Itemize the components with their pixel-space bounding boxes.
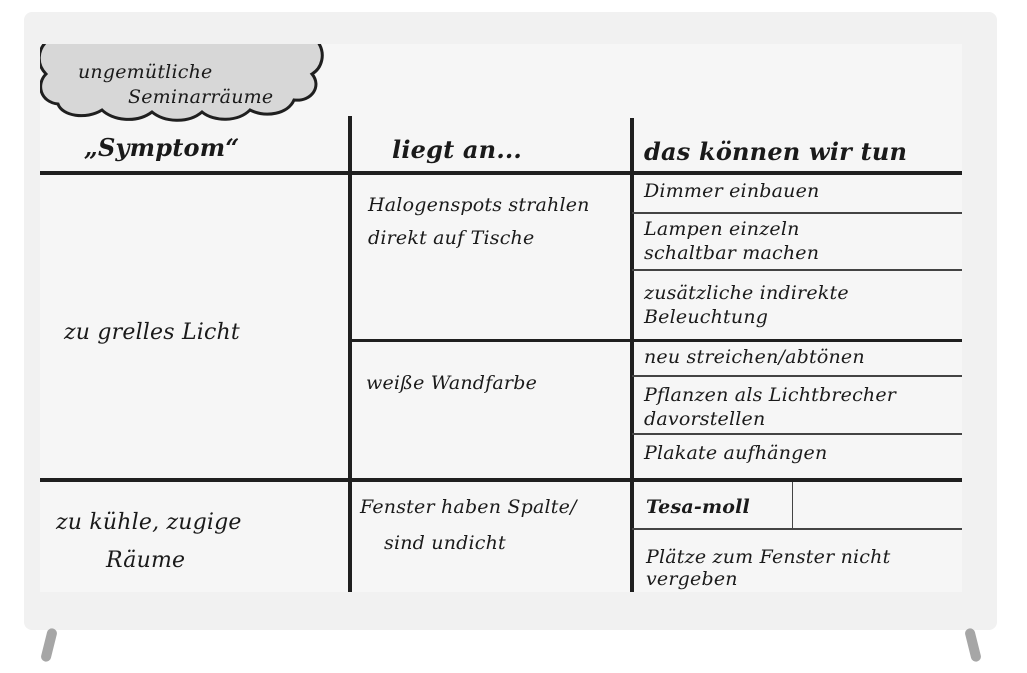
action-item: Plakate aufhängen xyxy=(644,442,828,464)
symptom-row2-line1: zu kühle, zugige xyxy=(56,510,242,535)
cause-row1-a-line1: Halogenspots strahlen xyxy=(368,194,590,216)
action-item: neu streichen/abtönen xyxy=(644,346,865,368)
action-item: vergeben xyxy=(646,568,738,590)
action-divider xyxy=(632,269,962,271)
cloud-label-line2: Seminarräume xyxy=(128,86,274,108)
cloud-label-line1: ungemütliche xyxy=(78,61,213,83)
cause-row2-line2: sind undicht xyxy=(384,532,506,554)
header-divider xyxy=(40,171,962,175)
action-divider xyxy=(632,528,962,530)
action-divider xyxy=(632,212,962,214)
cloud-shape xyxy=(40,44,326,124)
action-item: Lampen einzeln xyxy=(644,218,800,240)
symptom-row2-line2: Räume xyxy=(106,548,186,573)
header-cause: liegt an... xyxy=(392,135,522,164)
cause-row1-a-line2: direkt auf Tische xyxy=(368,227,535,249)
action-divider-vertical xyxy=(792,482,793,528)
cause-divider xyxy=(350,339,962,342)
header-actions: das können wir tun xyxy=(644,137,908,166)
action-item: zusätzliche indirekte xyxy=(644,282,849,304)
symptom-row1: zu grelles Licht xyxy=(64,320,240,345)
action-divider xyxy=(632,433,962,435)
cause-row2-line1: Fenster haben Spalte/ xyxy=(360,496,577,518)
flipchart-leg-right xyxy=(964,627,982,662)
col-divider-1 xyxy=(348,116,352,592)
action-item: Dimmer einbauen xyxy=(644,180,820,202)
action-item: davorstellen xyxy=(644,408,766,430)
row-divider xyxy=(40,478,962,482)
action-divider xyxy=(632,375,962,377)
cause-row1-b: weiße Wandfarbe xyxy=(366,372,538,394)
flipchart-leg-left xyxy=(40,627,58,662)
action-item: Pflanzen als Lichtbrecher xyxy=(644,384,897,406)
action-item: schaltbar machen xyxy=(644,242,820,264)
header-symptom: „Symptom“ xyxy=(84,133,240,162)
action-item: Plätze zum Fenster nicht xyxy=(646,546,891,568)
action-item: Beleuchtung xyxy=(644,306,769,328)
flipchart-paper xyxy=(40,44,962,592)
col-divider-2 xyxy=(630,118,634,592)
action-item: Tesa-moll xyxy=(646,496,750,518)
